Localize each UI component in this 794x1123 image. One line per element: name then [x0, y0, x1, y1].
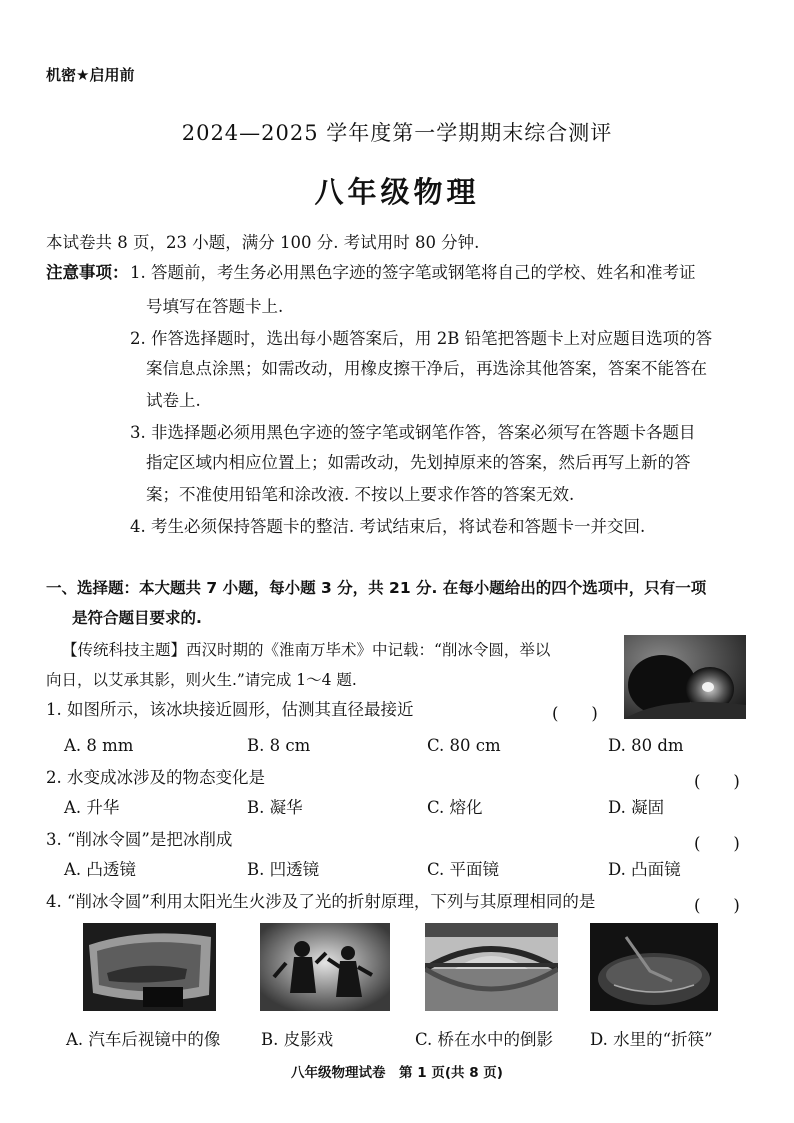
shadow-puppet-photo	[260, 923, 390, 1011]
bent-chopsticks-photo	[590, 923, 718, 1011]
notice-line: 4. 考生必须保持答题卡的整洁. 考试结束后，将试卷和答题卡一并交回.	[130, 517, 646, 536]
question-stem-3: 3. “削冰令圆”是把冰削成	[46, 830, 233, 849]
ice-lens-photo	[624, 635, 746, 719]
exam-title: 2024—2025 学年度第一学期期末综合测评	[181, 121, 613, 145]
option-a: A. 升华	[64, 798, 120, 817]
answer-paren: ( )	[552, 704, 598, 723]
option-d: D. 凸面镜	[608, 860, 681, 879]
notice-line: 1. 答题前，考生务必用黑色字迹的签字笔或钢笔将自己的学校、姓名和准考证	[130, 263, 696, 282]
notice-line: 3. 非选择题必须用黑色字迹的签字笔或钢笔作答，答案必须写在答题卡各题目	[130, 423, 696, 442]
option-c: C. 熔化	[427, 798, 483, 817]
option-c: C. 平面镜	[427, 860, 500, 879]
theme-text: 【传统科技主题】西汉时期的《淮南万毕术》中记载：“削冰令圆，举以	[62, 641, 551, 659]
theme-text-cont: 向日，以艾承其影，则火生.”请完成 1～4 题.	[46, 671, 357, 689]
confidential-label: 机密★启用前	[46, 66, 135, 84]
question-stem-4: 4. “削冰令圆”利用太阳光生火涉及了光的折射原理，下列与其原理相同的是	[46, 892, 596, 911]
notice-label: 注意事项：	[46, 263, 129, 282]
bridge-reflection-photo	[425, 923, 558, 1011]
intro-text: 本试卷共 8 页，23 小题，满分 100 分. 考试用时 80 分钟.	[46, 233, 480, 252]
option-a: A. 8 mm	[64, 736, 134, 755]
subject-title: 八年级物理	[314, 175, 480, 209]
option-b: B. 皮影戏	[261, 1030, 334, 1049]
section-heading-cont: 是符合题目要求的.	[72, 609, 202, 627]
option-b: B. 凝华	[247, 798, 303, 817]
section-heading: 一、选择题：本大题共 7 小题，每小题 3 分，共 21 分. 在每小题给出的四个选项中，只有一项	[46, 579, 707, 597]
notice-line: 号填写在答题卡上.	[146, 297, 284, 316]
option-a: A. 汽车后视镜中的像	[66, 1030, 221, 1049]
option-d: D. 凝固	[608, 798, 665, 817]
option-d: D. 80 dm	[608, 736, 684, 755]
notice-line: 案信息点涂黑；如需改动，用橡皮擦干净后，再选涂其他答案，答案不能答在	[146, 359, 707, 378]
car-mirror-photo	[83, 923, 216, 1011]
option-c: C. 80 cm	[427, 736, 501, 755]
option-b: B. 凹透镜	[247, 860, 320, 879]
notice-line: 指定区域内相应位置上；如需改动，先划掉原来的答案，然后再写上新的答	[146, 453, 691, 472]
option-c: C. 桥在水中的倒影	[415, 1030, 554, 1049]
notice-line: 试卷上.	[146, 391, 201, 410]
notice-line: 2. 作答选择题时，选出每小题答案后，用 2B 铅笔把答题卡上对应题目选项的答	[130, 329, 713, 348]
option-b: B. 8 cm	[247, 736, 311, 755]
option-a: A. 凸透镜	[64, 860, 136, 879]
notice-line: 案；不准使用铅笔和涂改液. 不按以上要求作答的答案无效.	[146, 485, 575, 504]
page-footer: 八年级物理试卷 第 1 页(共 8 页)	[291, 1065, 503, 1081]
question-stem-2: 2. 水变成冰涉及的物态变化是	[46, 768, 265, 787]
answer-paren: ( )	[694, 772, 740, 791]
option-d: D. 水里的“折筷”	[590, 1030, 713, 1049]
answer-paren: ( )	[694, 834, 740, 853]
question-stem-1: 1. 如图所示，该冰块接近圆形，估测其直径最接近	[46, 700, 414, 719]
answer-paren: ( )	[694, 896, 740, 915]
